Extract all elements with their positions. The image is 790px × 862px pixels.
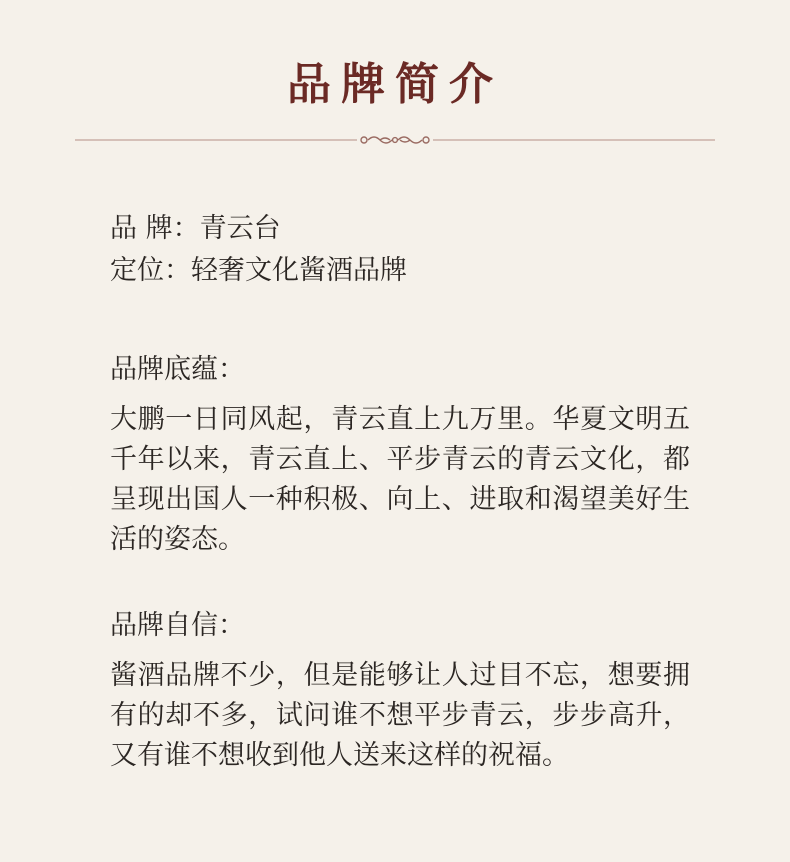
brand-name-line: 品 牌：青云台 — [110, 213, 281, 244]
section-body-confidence: 酱酒品牌不少，但是能够让人过目不忘，想要拥有的却不多，试问谁不想平步青云，步步高升，又有谁不想收到他人送来这样的祝福。 — [110, 660, 690, 771]
section-body-heritage: 大鹏一日同风起，青云直上九万里。华夏文明五千年以来，青云直上、平步青云的青云文化，都呈现出国人一种积极、向上、进取和渴望美好生活的姿态。 — [110, 404, 690, 555]
brand-content — [110, 208, 690, 776]
page-title: 品牌简介 — [287, 59, 503, 110]
brand-position-line: 定位：轻奢文化酱酒品牌 — [110, 255, 407, 286]
title-divider — [75, 128, 715, 152]
scroll-ornament-icon — [361, 137, 429, 143]
section-heading-confidence: 品牌自信： — [110, 610, 245, 641]
section-heading-heritage: 品牌底蕴： — [110, 354, 245, 385]
